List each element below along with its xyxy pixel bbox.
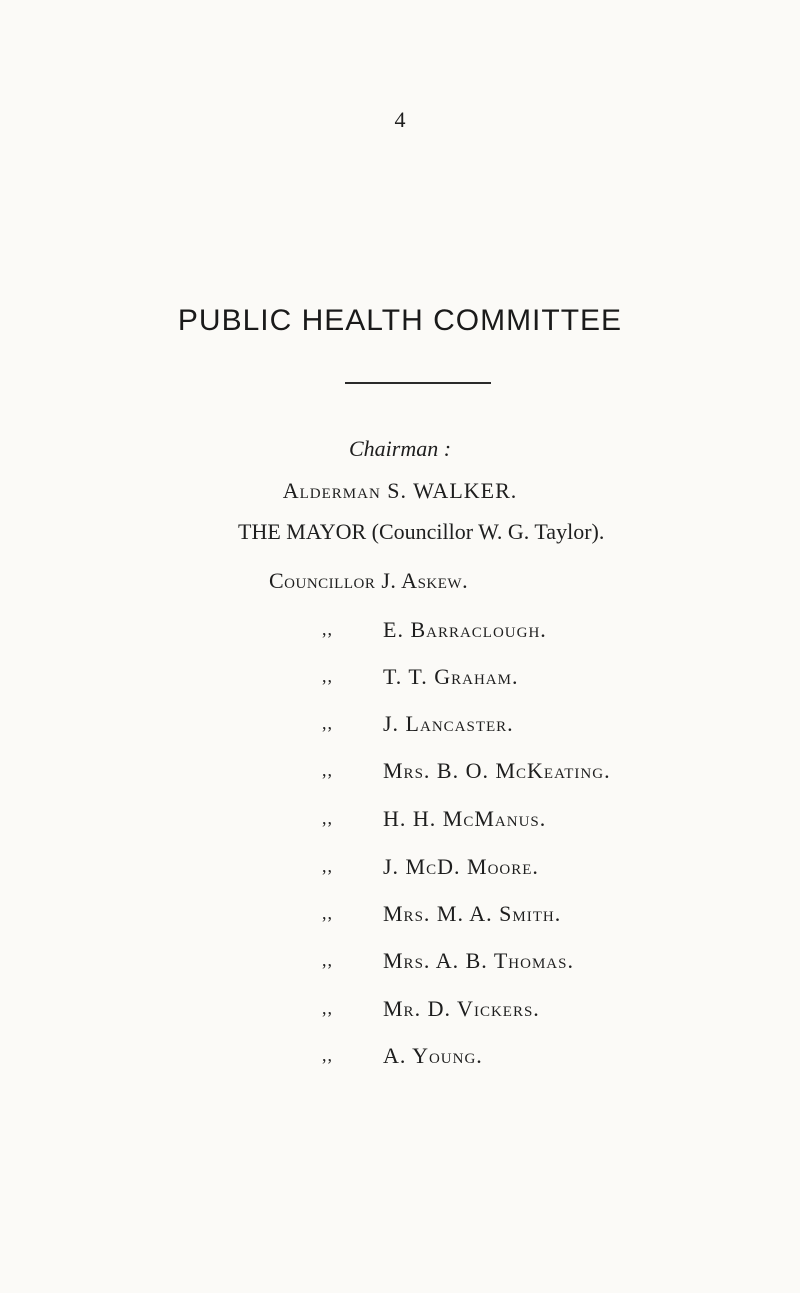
member-name: A. Young. (383, 1043, 483, 1068)
member-name: Mrs. A. B. Thomas. (383, 948, 574, 973)
mayor-line: THE MAYOR (Councillor W. G. Taylor). (238, 519, 605, 544)
ditto-mark: ,, (322, 760, 333, 780)
councillor-line: Councillor J. Askew. (269, 568, 469, 593)
page-number: 4 (394, 107, 406, 132)
member-name: E. Barraclough. (383, 617, 547, 642)
ditto-mark: ,, (322, 950, 333, 970)
member-name: J. Lancaster. (383, 711, 514, 736)
ditto-mark: ,, (322, 1045, 333, 1065)
member-name: H. H. McManus. (383, 806, 547, 831)
member-name: J. McD. Moore. (383, 854, 539, 879)
ditto-mark: ,, (322, 619, 333, 639)
ditto-mark: ,, (322, 666, 333, 686)
ditto-mark: ,, (322, 903, 333, 923)
member-name: Mr. D. Vickers. (383, 996, 540, 1021)
member-name: Mrs. B. O. McKeating. (383, 758, 611, 783)
ditto-mark: ,, (322, 713, 333, 733)
ditto-mark: ,, (322, 998, 333, 1018)
chairman-name: Alderman S. WALKER. (282, 478, 518, 503)
page-title: PUBLIC HEALTH COMMITTEE (177, 304, 623, 337)
member-name: T. T. Graham. (383, 664, 519, 689)
title-rule (345, 382, 491, 384)
ditto-mark: ,, (322, 856, 333, 876)
chairman-label: Chairman : (348, 436, 452, 461)
ditto-mark: ,, (322, 808, 333, 828)
member-name: Mrs. M. A. Smith. (383, 901, 562, 926)
